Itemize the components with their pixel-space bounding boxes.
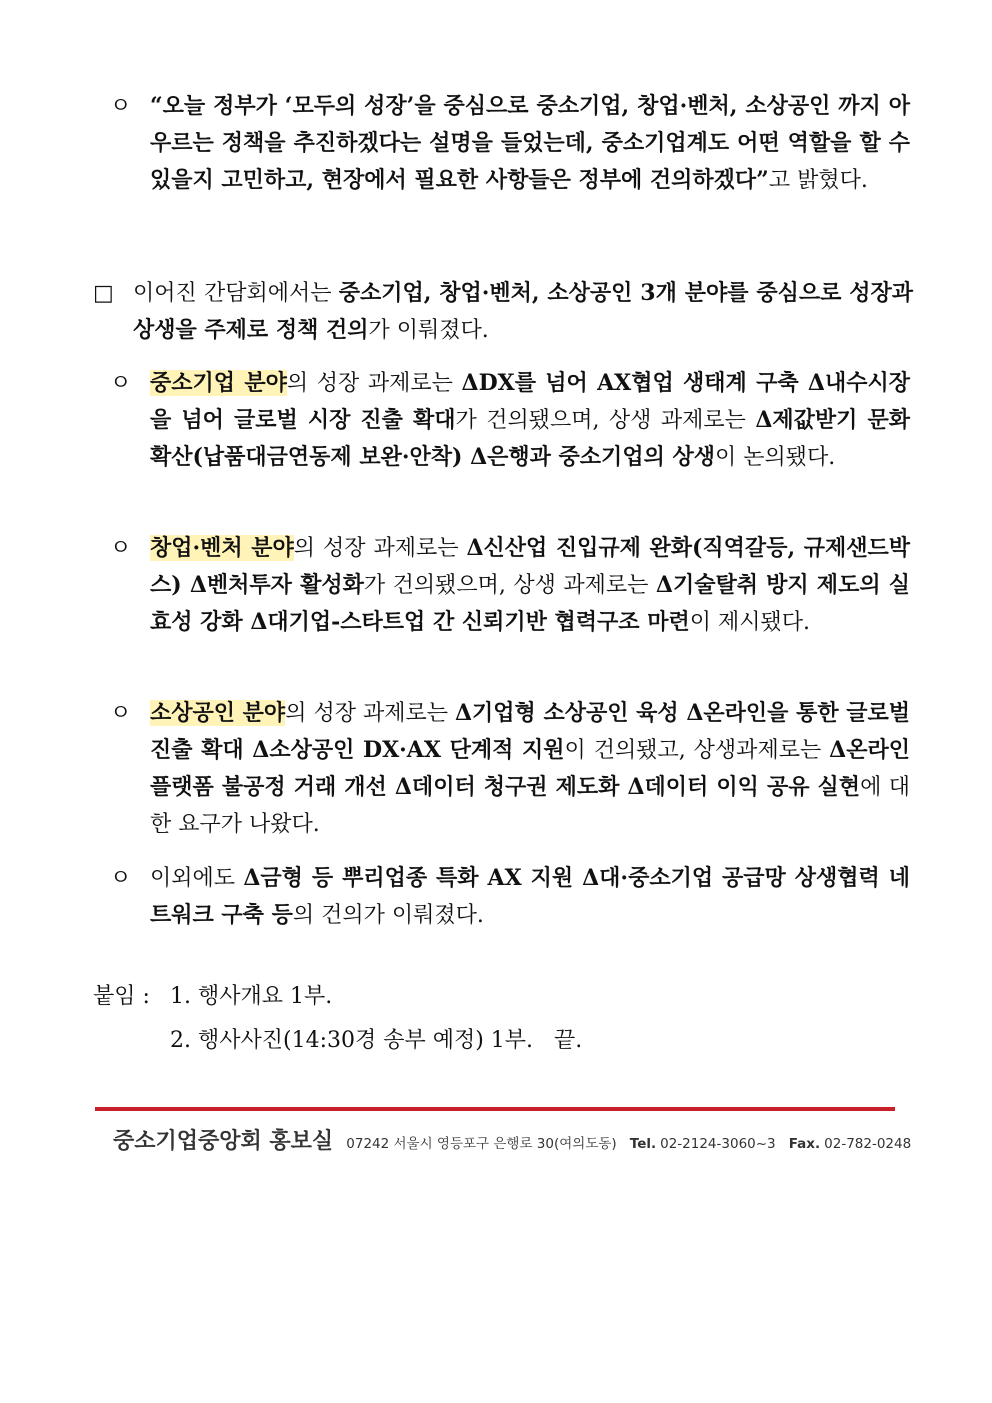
footer-tel: 02-2124-3060~3 bbox=[660, 1136, 776, 1152]
startup-coexist-items: Δ기술탈취 방지 제도의 실효성 강화 Δ대기업-스타트업 간 신뢰기반 협력구조 마련 bbox=[150, 572, 910, 635]
quote-text: “오늘 정부가 ‘모두의 성장’을 중심으로 중소기업, 창업·벤처, 소상공인 까지 아우르는 정책을 추진하겠다는 설명을 들었는데, 중소기업계도 어떤 역할을 할 수 있을지 고민하고, 현장에서 필요한 사항들은 정부에 건의하겠다” bbox=[150, 93, 910, 193]
others-items: Δ금형 등 뿌리업종 특화 AX 지원 Δ대·중소기업 공급망 상생협력 네트워크 구축 등 bbox=[150, 865, 910, 928]
circle-bullet-icon: ㅇ bbox=[110, 94, 132, 119]
startup-text-2: 가 건의됐으며, 상생 과제로는 bbox=[363, 573, 656, 598]
footer bbox=[113, 1124, 911, 1155]
others-text-2: 의 건의가 이뤄졌다. bbox=[292, 903, 484, 928]
sme-text-2: 가 건의됐으며, 상생 과제로는 bbox=[455, 408, 756, 433]
small-business-heading: 소상공인 분야 bbox=[150, 700, 286, 726]
sme-text-1: 의 성장 과제로는 bbox=[286, 371, 462, 396]
quote-tail: 고 밝혔다. bbox=[768, 168, 868, 193]
circle-bullet-icon: ㅇ bbox=[110, 536, 132, 561]
footer-address: 07242 서울시 영등포구 은행로 30(여의도동) bbox=[346, 1136, 617, 1152]
small-text-2: 이 건의됐고, 상생과제로는 bbox=[564, 738, 830, 763]
attachments-label: 붙임 : bbox=[93, 984, 150, 1009]
attachment-item-2: 2. 행사사진(14:30경 송부 예정) 1부. 끝. bbox=[170, 1028, 583, 1053]
small-coexist-items: Δ온라인플랫폼 불공정 거래 개선 Δ데이터 청구권 제도화 Δ데이터 이익 공유 실현 bbox=[150, 737, 910, 800]
attachment-item-1: 1. 행사개요 1부. bbox=[170, 984, 333, 1009]
intro-bold: 중소기업, 창업·벤처, 소상공인 3개 분야를 중심으로 성장과 상생을 주제로 정책 건의 bbox=[133, 280, 913, 343]
sme-heading: 중소기업 분야 bbox=[150, 370, 287, 396]
quote-paragraph bbox=[110, 88, 910, 199]
circle-bullet-icon: ㅇ bbox=[110, 866, 132, 891]
startup-growth-items: Δ신산업 진입규제 완화(직역갈등, 규제샌드박스) Δ벤처투자 활성화 bbox=[150, 535, 910, 598]
others-text-1: 이외에도 bbox=[150, 866, 244, 891]
footer-fax: 02-782-0248 bbox=[824, 1136, 912, 1152]
circle-bullet-icon: ㅇ bbox=[110, 701, 132, 726]
square-bullet-icon: □ bbox=[93, 281, 114, 306]
intro-paragraph bbox=[93, 275, 913, 349]
sme-paragraph bbox=[110, 365, 910, 476]
footer-divider bbox=[95, 1107, 895, 1111]
startup-paragraph bbox=[110, 530, 910, 641]
circle-bullet-icon: ㅇ bbox=[110, 371, 132, 396]
small-business-paragraph bbox=[110, 695, 910, 843]
footer-org: 중소기업중앙회 홍보실 bbox=[113, 1129, 334, 1154]
sme-growth-items: ΔDX를 넘어 AX협업 생태계 구축 Δ내수시장을 넘어 글로벌 시장 진출 확대 bbox=[150, 370, 911, 433]
sme-text-3: 이 논의됐다. bbox=[714, 445, 836, 470]
footer-fax-label: Fax. bbox=[788, 1136, 821, 1152]
intro-lead: 이어진 간담회에서는 bbox=[133, 281, 339, 306]
small-text-3: 에 대한 요구가 나왔다. bbox=[150, 775, 911, 837]
footer-tel-label: Tel. bbox=[629, 1136, 657, 1152]
intro-tail: 가 이뤄졌다. bbox=[368, 318, 489, 343]
small-text-1: 의 성장 과제로는 bbox=[285, 701, 455, 726]
startup-heading: 창업·벤처 분야 bbox=[150, 535, 294, 561]
sme-coexist-items: Δ제값받기 문화 확산(납품대금연동제 보완·안착) Δ은행과 중소기업의 상생 bbox=[150, 407, 910, 470]
startup-text-3: 이 제시됐다. bbox=[689, 610, 810, 635]
small-growth-items: Δ기업형 소상공인 육성 Δ온라인을 통한 글로벌 진출 확대 Δ소상공인 DX·AX 단계적 지원 bbox=[150, 700, 910, 763]
others-paragraph bbox=[110, 860, 910, 934]
startup-text-1: 의 성장 과제로는 bbox=[293, 536, 467, 561]
